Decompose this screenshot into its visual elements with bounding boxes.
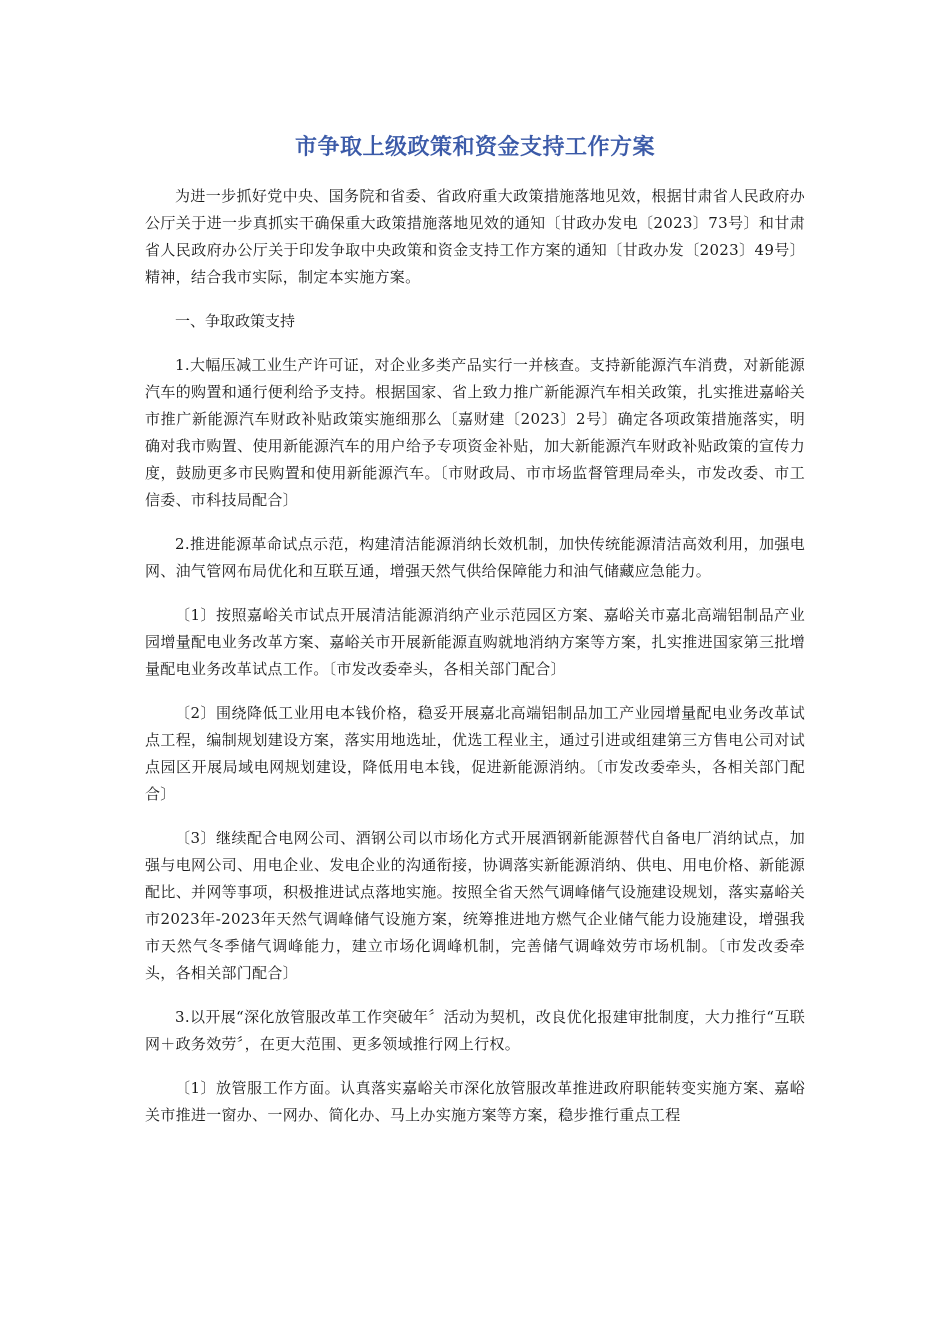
- document-page: [145, 130, 805, 1146]
- item-3-paragraph: 3.以开展“深化放管服改革工作突破年〞活动为契机，改良优化报建审批制度，大力推行“互联网＋政务效劳〞，在更大范围、更多领域推行网上行权。: [145, 1008, 805, 1053]
- item-2-1-paragraph: 〔1〕按照嘉峪关市试点开展清洁能源消纳产业示范园区方案、嘉峪关市嘉北高端铝制品产业园增量配电业务改革方案、嘉峪关市开展新能源直购就地消纳方案等方案，扎实推进国家第三批增量配电业务改革试点工作。〔市发改委牵头，各相关部门配合〕: [145, 606, 805, 678]
- item-2-3-paragraph: 〔3〕继续配合电网公司、酒钢公司以市场化方式开展酒钢新能源替代自备电厂消纳试点，加强与电网公司、用电企业、发电企业的沟通衔接，协调落实新能源消纳、供电、用电价格、新能源配比、并网等事项，积极推进试点落地实施。按照全省天然气调峰储气设施建设规划，落实嘉峪关市2023年-2023年天然气调峰储气设施方案，统筹推进地方燃气企业储气能力设施建设，增强我市天然气冬季储气调峰能力，建立市场化调峰机制，完善储气调峰效劳市场机制。〔市发改委牵头，各相关部门配合〕: [145, 829, 805, 982]
- document-title: 市争取上级政策和资金支持工作方案: [294, 135, 655, 160]
- item-1-paragraph: 1.大幅压减工业生产许可证，对企业多类产品实行一并核查。支持新能源汽车消费，对新能源汽车的购置和通行便利给予支持。根据国家、省上致力推广新能源汽车相关政策，扎实推进嘉峪关市推广新能源汽车财政补贴政策实施细那么〔嘉财建〔2023〕2号〕确定各项政策措施落实，明确对我市购置、使用新能源汽车的用户给予专项资金补贴，加大新能源汽车财政补贴政策的宣传力度，鼓励更多市民购置和使用新能源汽车。〔市财政局、市市场监督管理局牵头，市发改委、市工信委、市科技局配合〕: [145, 356, 805, 509]
- item-2-paragraph: 2.推进能源革命试点示范，构建清洁能源消纳长效机制，加快传统能源清洁高效利用，加强电网、油气管网布局优化和互联互通，增强天然气供给保障能力和油气储藏应急能力。: [145, 535, 805, 580]
- item-3-1-paragraph: 〔1〕放管服工作方面。认真落实嘉峪关市深化放管服改革推进政府职能转变实施方案、嘉峪关市推进一窗办、一网办、简化办、马上办实施方案等方案，稳步推行重点工程: [145, 1079, 805, 1124]
- item-2-2-paragraph: 〔2〕围绕降低工业用电本钱价格，稳妥开展嘉北高端铝制品加工产业园增量配电业务改革试点工程，编制规划建设方案，落实用地选址，优选工程业主，通过引进或组建第三方售电公司对试点园区开展局域电网规划建设，降低用电本钱，促进新能源消纳。〔市发改委牵头，各相关部门配合〕: [145, 704, 805, 803]
- section-heading-policy-support: 一、争取政策支持: [175, 312, 296, 330]
- intro-paragraph: 为进一步抓好党中央、国务院和省委、省政府重大政策措施落地见效，根据甘肃省人民政府办公厅关于进一步真抓实干确保重大政策措施落地见效的通知〔甘政办发电〔2023〕73号〕和甘肃省人民政府办公厅关于印发争取中央政策和资金支持工作方案的通知〔甘政办发〔2023〕49号〕精神，结合我市实际，制定本实施方案。: [145, 187, 805, 286]
